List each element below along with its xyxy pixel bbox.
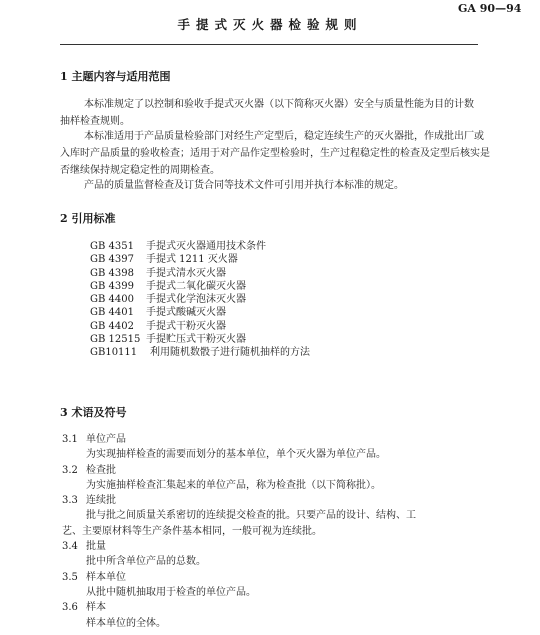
term-name: 单位产品	[86, 434, 126, 445]
term-definition: 批与批之间质量关系密切的连续提交检查的批。只要产品的设计、结构、工	[86, 510, 416, 522]
reference-item	[90, 240, 310, 253]
term-heading	[62, 493, 502, 508]
term-heading	[62, 570, 502, 585]
term-name: 批量	[86, 541, 106, 553]
section-3-heading: 3 术语及符号	[60, 406, 127, 419]
reference-item	[90, 280, 310, 293]
section-2-heading: 2 引用标准	[60, 212, 116, 225]
term-definition: 批中所含单位产品的总数。	[86, 556, 206, 568]
reference-code: GB 4397	[90, 254, 134, 266]
term-definition: 从批中随机抽取用于检查的单位产品。	[86, 586, 256, 598]
section-1-heading: 1 主题内容与适用范围	[60, 70, 171, 83]
reference-code: GB 4351	[90, 241, 134, 252]
reference-title: 手提式二氧化碳灭火器	[146, 280, 246, 292]
term-heading	[62, 539, 502, 554]
term-number: 3.2	[62, 464, 78, 476]
reference-title: 利用随机数骰子进行随机抽样的方法	[150, 347, 310, 359]
reference-code: GB 4401	[90, 307, 134, 319]
reference-code: GB10111	[90, 347, 138, 359]
term-name: 样本	[86, 602, 106, 614]
reference-title: 手提式 1211 灭火器	[146, 254, 238, 266]
section-1-paragraph-3: 产品的质量监督检查及订货合同等技术文件可引用并执行本标准的规定。	[84, 180, 404, 191]
reference-item	[90, 320, 310, 333]
section-1-paragraph-2: 本标准适用于产品质量检验部门对经生产定型后，稳定连续生产的灭火器批，作成批出厂或入库时产品质量的验收检查；适用于对产品作定型检验时，生产过程稳定性的检查及定型后核实是否继续保持规定稳定性的周期检查。	[60, 131, 490, 176]
term-definition: 样本单位的全体。	[86, 617, 166, 629]
reference-code: GB 4399	[90, 280, 134, 292]
reference-title: 手提式清水灭火器	[146, 267, 226, 279]
term-number: 3.6	[62, 602, 78, 614]
reference-title: 手提式干粉灭火器	[146, 320, 226, 332]
reference-title: 手提式灭火器通用技术条件	[146, 241, 266, 252]
term-number: 3.1	[62, 434, 78, 445]
reference-item	[90, 293, 310, 306]
term-name: 连续批	[86, 495, 116, 507]
term-heading	[62, 463, 502, 478]
reference-item	[90, 267, 310, 280]
reference-list	[90, 240, 310, 360]
reference-code: GB 4402	[90, 320, 134, 332]
term-definition: 为实现抽样检查的需要而划分的基本单位，单个灭火器为单位产品。	[86, 449, 386, 461]
term-name: 检查批	[86, 464, 116, 476]
section-1-paragraph-1: 本标准规定了以控制和验收手提式灭火器（以下简称灭火器）安全与质量性能为目的计数抽样检查规则。	[60, 99, 474, 127]
term-name: 样本单位	[86, 571, 126, 583]
document-title: 手提式灭火器检验规则	[177, 17, 363, 32]
term-number: 3.4	[62, 541, 78, 553]
title-rule	[60, 44, 478, 45]
reference-title: 手提式化学泡沫灭火器	[146, 294, 246, 306]
reference-title: 手提贮压式干粉灭火器	[146, 334, 246, 346]
reference-item	[90, 346, 310, 359]
reference-code: GB 4400	[90, 294, 134, 306]
terms-list	[62, 432, 502, 631]
term-heading	[62, 600, 502, 615]
reference-code: GB 12515	[90, 334, 141, 346]
reference-item	[90, 306, 310, 319]
reference-item	[90, 333, 310, 346]
standard-code: GA 90—94	[458, 2, 522, 15]
reference-item	[90, 253, 310, 266]
reference-title: 手提式酸碱灭火器	[146, 307, 226, 319]
term-definition: 为实施抽样检查汇集起来的单位产品，称为检查批（以下简称批）。	[86, 479, 381, 491]
term-number: 3.5	[62, 571, 78, 583]
term-heading	[62, 432, 502, 447]
term-number: 3.3	[62, 495, 78, 507]
reference-code: GB 4398	[90, 267, 134, 279]
term-definition-continued: 艺、主要原材料等生产条件基本相同，一般可视为连续批。	[62, 525, 322, 537]
